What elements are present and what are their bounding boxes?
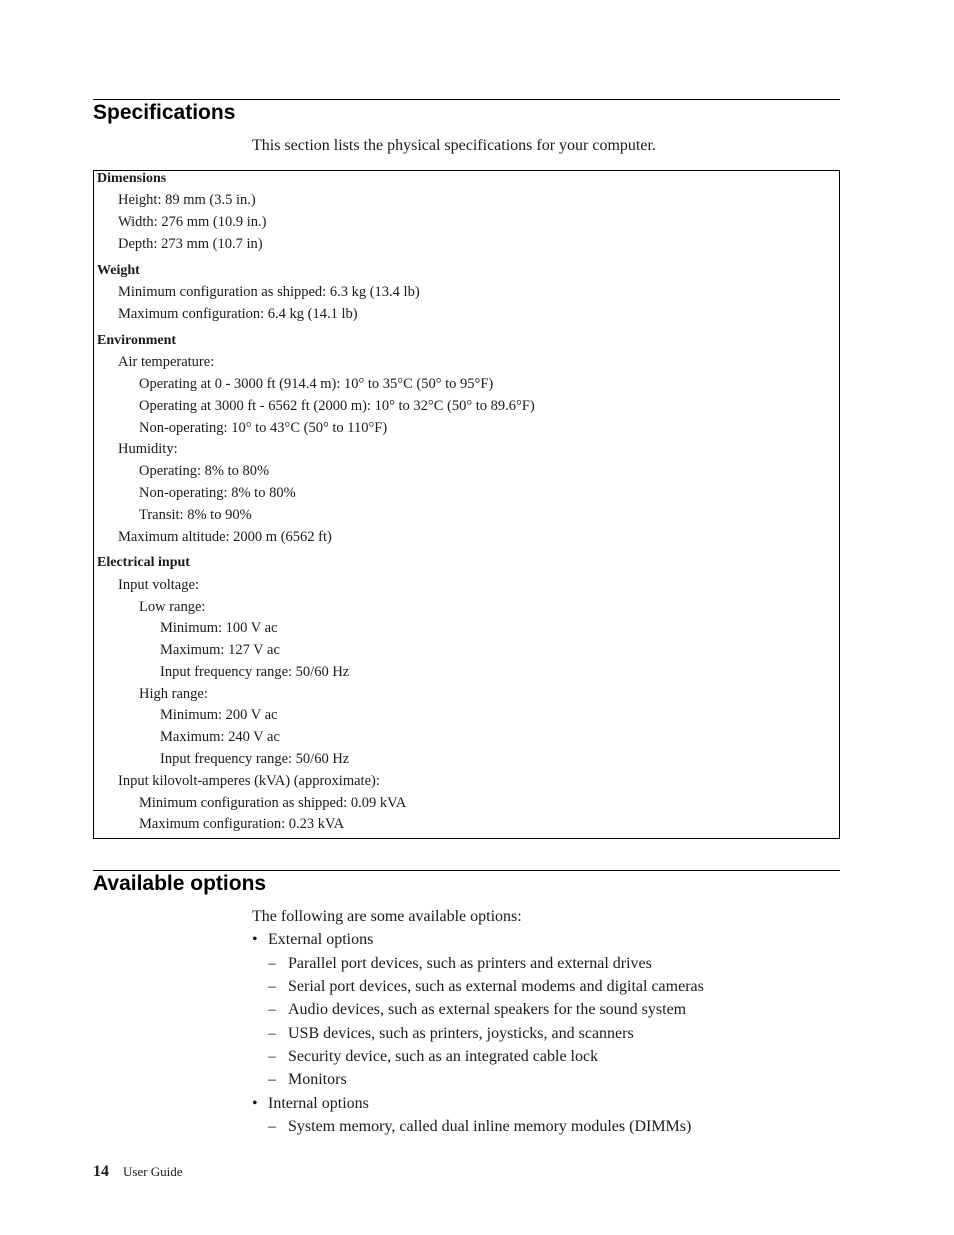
input-voltage-label: Input voltage: [118,577,199,593]
specifications-intro: This section lists the physical specifications for your computer. [252,137,656,154]
available-options-intro: The following are some available options: [252,908,522,925]
dash-marker: – [268,1001,276,1018]
spec-item: Width: 276 mm (10.9 in.) [118,214,267,230]
section-rule-top [93,99,840,100]
weight-header: Weight [97,263,140,278]
page-number: 14 [93,1163,109,1180]
dash-marker: – [268,1071,276,1088]
spec-item: Input frequency range: 50/60 Hz [160,751,350,767]
section-rule-options [93,870,840,871]
air-temperature-label: Air temperature: [118,354,215,370]
spec-item: Minimum: 200 V ac [160,707,278,723]
document-name: User Guide [123,1164,183,1179]
list-item-label: System memory, called dual inline memory modules (DIMMs) [288,1118,692,1135]
spec-item: Non-operating: 10° to 43°C (50° to 110°F) [139,420,388,436]
spec-item: Maximum configuration: 6.4 kg (14.1 lb) [118,306,358,322]
kva-label: Input kilovolt-amperes (kVA) (approximate): [118,773,380,789]
list-item-label: Audio devices, such as external speakers for the sound system [288,1001,687,1018]
list-item-label: Security device, such as an integrated cable lock [288,1048,599,1065]
dimensions-header: Dimensions [97,171,167,186]
spec-item: Height: 89 mm (3.5 in.) [118,192,256,208]
high-range-label: High range: [139,686,208,702]
dash-marker: – [268,1025,276,1042]
available-options-heading: Available options [93,872,267,895]
spec-item: Input frequency range: 50/60 Hz [160,664,350,680]
list-item-label: USB devices, such as printers, joysticks, and scanners [288,1025,634,1042]
bullet-marker: • [252,1095,258,1112]
list-item-label: Serial port devices, such as external modems and digital cameras [288,978,704,995]
spec-item: Minimum configuration as shipped: 6.3 kg (13.4 lb) [118,284,420,300]
dash-marker: – [268,978,276,995]
spec-item: Non-operating: 8% to 80% [139,485,296,501]
list-item-label: Parallel port devices, such as printers and external drives [288,955,652,972]
dash-marker: – [268,1048,276,1065]
spec-item: Transit: 8% to 90% [139,507,252,523]
list-item-label: Monitors [288,1071,347,1088]
spec-item: Operating: 8% to 80% [139,463,270,479]
electrical-input-header: Electrical input [97,555,190,570]
spec-item: Depth: 273 mm (10.7 in) [118,236,263,252]
specifications-table [93,170,840,839]
dash-marker: – [268,955,276,972]
humidity-label: Humidity: [118,441,178,457]
spec-item: Minimum: 100 V ac [160,620,278,636]
specifications-heading: Specifications [93,101,236,124]
page-footer [93,1163,183,1181]
low-range-label: Low range: [139,599,206,615]
spec-item: Maximum: 240 V ac [160,729,280,745]
spec-item: Maximum: 127 V ac [160,642,280,658]
spec-item: Minimum configuration as shipped: 0.09 kVA [139,795,407,811]
max-altitude: Maximum altitude: 2000 m (6562 ft) [118,529,332,545]
spec-item: Maximum configuration: 0.23 kVA [139,816,345,832]
spec-item: Operating at 3000 ft - 6562 ft (2000 m): 10° to 32°C (50° to 89.6°F) [139,398,535,414]
dash-marker: – [268,1118,276,1135]
list-item-label: Internal options [268,1095,369,1112]
environment-header: Environment [97,333,177,348]
list-item-label: External options [268,931,374,948]
spec-item: Operating at 0 - 3000 ft (914.4 m): 10° to 35°C (50° to 95°F) [139,376,494,392]
bullet-marker: • [252,931,258,948]
